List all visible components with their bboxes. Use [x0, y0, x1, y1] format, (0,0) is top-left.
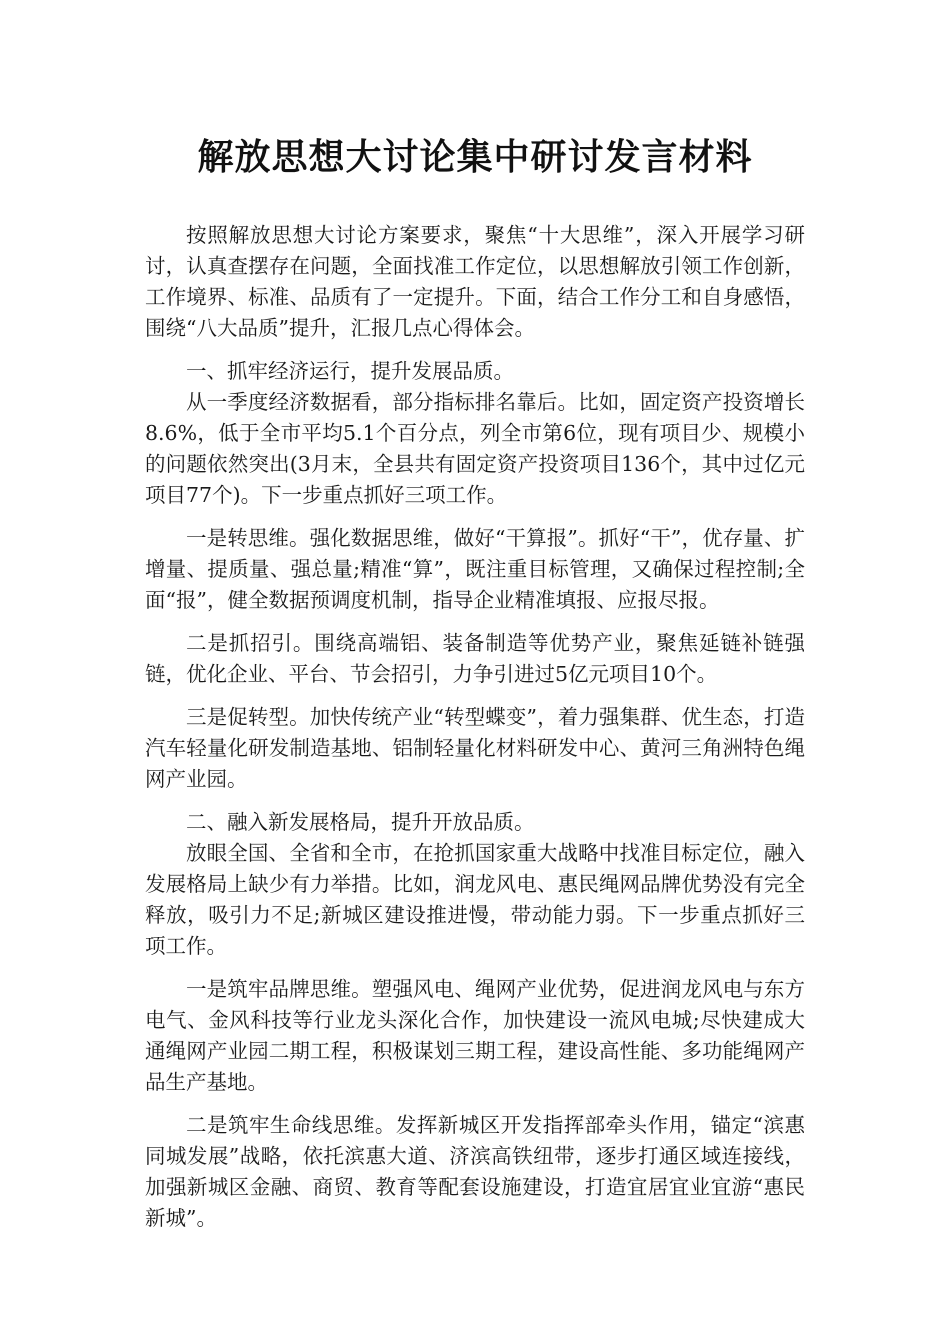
paragraph-brand-thinking: 一是筑牢品牌思维。塑强风电、绳网产业优势，促进润龙风电与东方电气、金风科技等行业龙头深化合作，加快建设一流风电城;尽快建成大通绳网产业园二期工程，积极谋划三期工程，建设高性能、多功能绳网产品生产基地。 — [145, 977, 805, 1094]
paragraph-intro: 按照解放思想大讨论方案要求，聚焦“十大思维”，深入开展学习研讨，认真查摆存在问题，全面找准工作定位，以思想解放引领工作创新，工作境界、标准、品质有了一定提升。下面，结合工作分工和自身感悟，围绕“八大品质”提升，汇报几点心得体会。 — [145, 223, 805, 340]
paragraph-investment-attraction: 二是抓招引。围绕高端铝、装备制造等优势产业，聚焦延链补链强链，优化企业、平台、节会招引，力争引进过5亿元项目10个。 — [145, 631, 805, 686]
paragraph-transform-thinking: 一是转思维。强化数据思维，做好“干算报”。抓好“干”，优存量、扩增量、提质量、强总量;精准“算”，既注重目标管理，又确保过程控制;全面“报”，健全数据预调度机制，指导企业精准填报、应报尽报。 — [145, 526, 805, 612]
section-heading-economy: 一、抓牢经济运行，提升发展品质。 — [186, 359, 514, 383]
paragraph-opening-situation: 放眼全国、全省和全市，在抢抓国家重大战略中找准目标定位，融入发展格局上缺少有力举措。比如，润龙风电、惠民绳网品牌优势没有完全释放，吸引力不足;新城区建设推进慢，带动能力弱。下一步重点抓好三项工作。 — [145, 841, 805, 958]
paragraph-lifeline-thinking: 二是筑牢生命线思维。发挥新城区开发指挥部牵头作用，锚定“滨惠同城发展”战略，依托滨惠大道、济滨高铁纽带，逐步打通区域连接线，加强新城区金融、商贸、教育等配套设施建设，打造宜居宜业宜游“惠民新城”。 — [145, 1113, 805, 1230]
paragraph-promote-transformation: 三是促转型。加快传统产业“转型蝶变”，着力强集群、优生态，打造汽车轻量化研发制造基地、铝制轻量化材料研发中心、黄河三角洲特色绳网产业园。 — [145, 705, 805, 791]
document-title: 解放思想大讨论集中研讨发言材料 — [197, 137, 753, 178]
section-heading-opening: 二、融入新发展格局，提升开放品质。 — [186, 810, 535, 834]
paragraph-economy-data: 从一季度经济数据看，部分指标排名靠后。比如，固定资产投资增长8.6%，低于全市平均5.1个百分点，列全市第6位，现有项目少、规模小的问题依然突出(3月末，全县共有固定资产投资项目136个，其中过亿元项目77个)。下一步重点抓好三项工作。 — [145, 390, 805, 507]
document-page — [145, 132, 805, 1246]
